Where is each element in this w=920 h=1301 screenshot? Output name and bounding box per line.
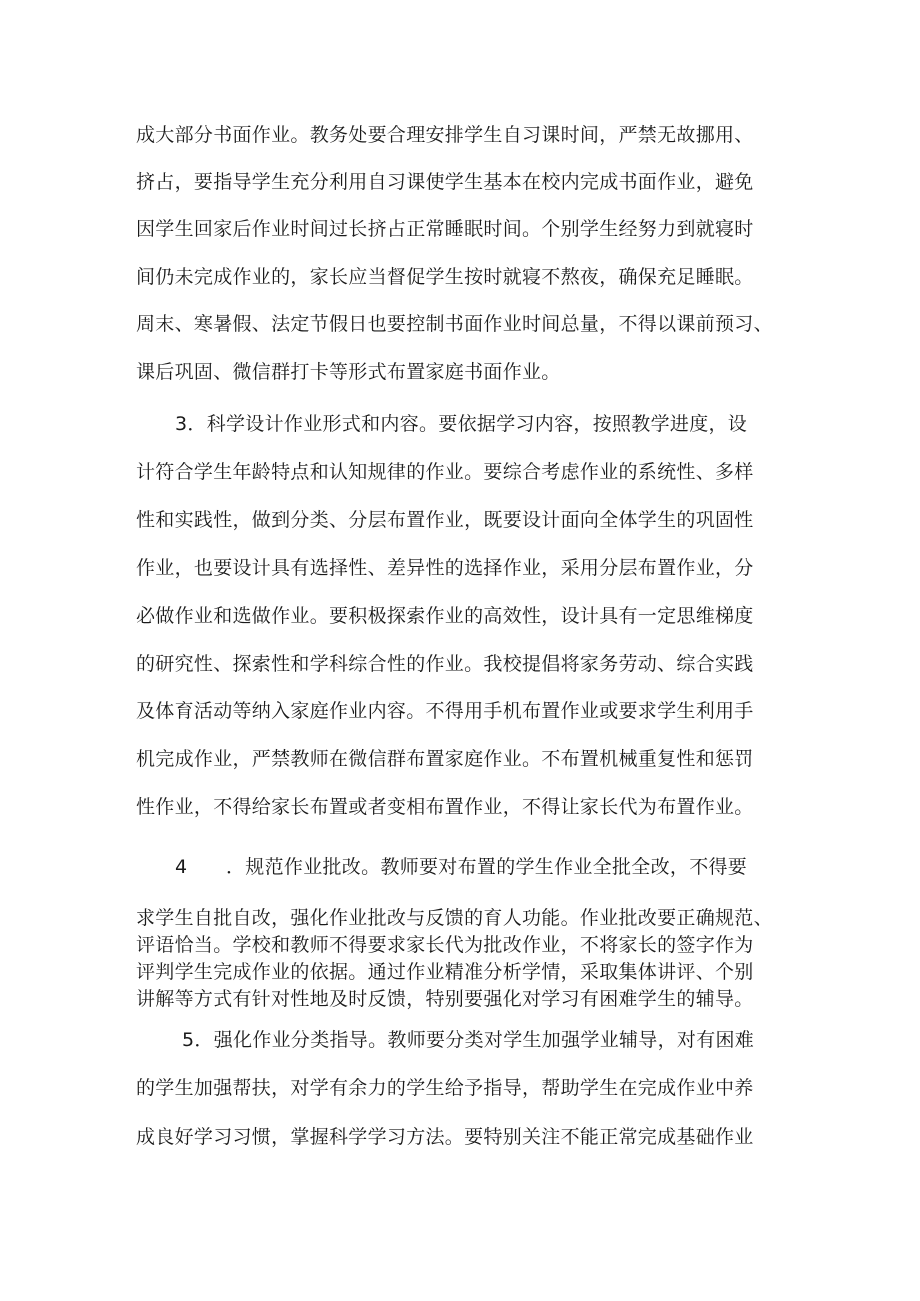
text-line: 性和实践性，做到分类、分层布置作业，既要设计面向全体学生的巩固性 (136, 509, 754, 531)
text-line: 的研究性、探索性和学科综合性的作业。我校提倡将家务劳动、综合实践 (136, 653, 754, 675)
text-line: 及体育活动等纳入家庭作业内容。不得用手机布置作业或要求学生利用手 (136, 700, 754, 722)
text-line: 评语恰当。学校和教师不得要求家长代为批改作业，不将家长的签字作为 (136, 934, 754, 956)
text-line: 必做作业和选做作业。要积极探索作业的高效性，设计具有一定思维梯度 (136, 605, 754, 627)
text-line: 成良好学习习惯，掌握科学学习方法。要特别关注不能正常完成基础作业 (136, 1126, 754, 1148)
text-line: 评判学生完成作业的依据。通过作业精准分析学情，采取集体讲评、个别 (136, 961, 754, 983)
text-line: 周末、寒暑假、法定节假日也要控制书面作业时间总量，不得以课前预习、 (136, 313, 773, 335)
text-line: 讲解等方式有针对性地及时反馈，特别要强化对学习有困难学生的辅导。 (136, 988, 754, 1010)
text-line: 因学生回家后作业时间过长挤占正常睡眠时间。个别学生经努力到就寝时 (136, 218, 754, 240)
text-line: 课后巩固、微信群打卡等形式布置家庭书面作业。 (136, 361, 561, 383)
paragraph-4-heading-line: 4 ．规范作业批改。教师要对布置的学生作业全批全改，不得要 (175, 856, 748, 878)
text-line: 求学生自批自改，强化作业批改与反馈的育人功能。作业批改要正确规范、 (136, 907, 773, 929)
text-line: 性作业，不得给家长布置或者变相布置作业，不得让家长代为布置作业。 (136, 796, 754, 818)
text-line: 计符合学生年龄特点和认知规律的作业。要综合考虑作业的系统性、多样 (136, 461, 754, 483)
text-line: 机完成作业，严禁教师在微信群布置家庭作业。不布置机械重复性和惩罚 (136, 748, 754, 770)
text-line: 间仍未完成作业的，家长应当督促学生按时就寝不熬夜，确保充足睡眠。 (136, 266, 754, 288)
text-line: 的学生加强帮扶，对学有余力的学生给予指导，帮助学生在完成作业中养 (136, 1077, 754, 1099)
paragraph-3-heading-line: 3．科学设计作业形式和内容。要依据学习内容，按照教学进度，设 (175, 413, 748, 435)
text-line: 成大部分书面作业。教务处要合理安排学生自习课时间，严禁无故挪用、 (136, 124, 754, 146)
text-line: 挤占，要指导学生充分利用自习课使学生基本在校内完成书面作业，避免 (136, 171, 754, 193)
text-line: 作业，也要设计具有选择性、差异性的选择作业，采用分层布置作业，分 (136, 557, 754, 579)
paragraph-5-heading-line: 5．强化作业分类指导。教师要分类对学生加强学业辅导，对有困难 (182, 1029, 755, 1051)
